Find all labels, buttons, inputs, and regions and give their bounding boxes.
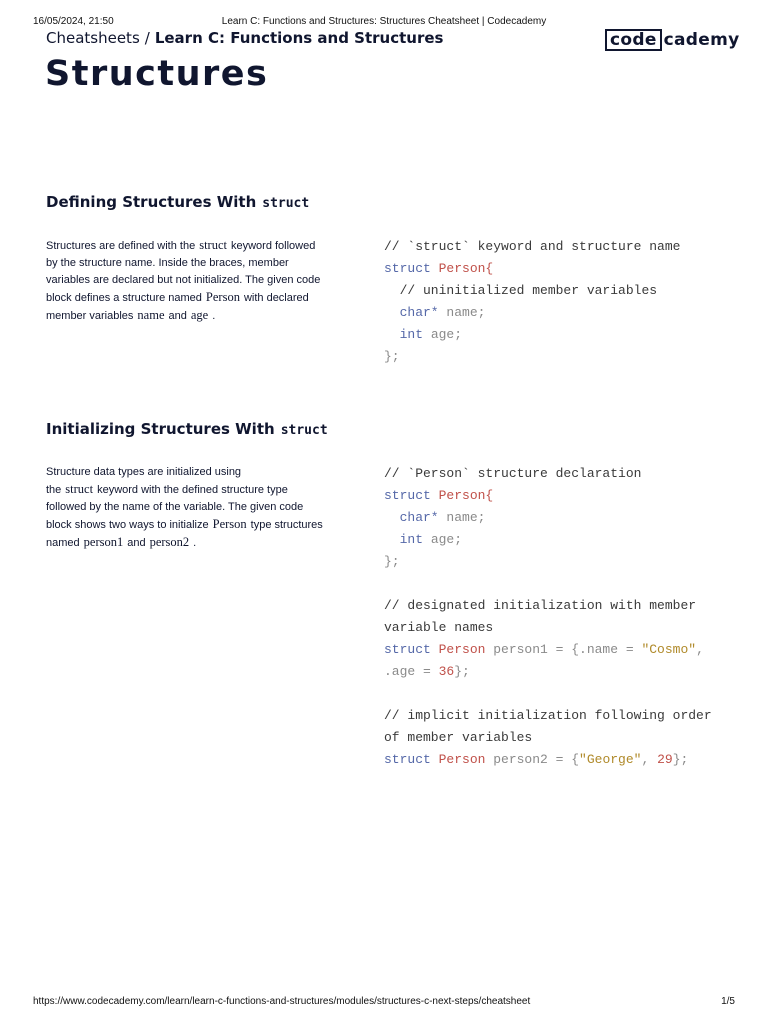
- code-line: [384, 485, 729, 507]
- code-token: person1 = {.name =: [493, 642, 642, 657]
- inline-code: struct: [65, 482, 94, 496]
- section-heading-text: Defining Structures With: [46, 193, 257, 211]
- code-line: [384, 705, 729, 727]
- desc-text: .: [193, 537, 197, 549]
- inline-code: Person: [205, 290, 240, 304]
- code-line: [384, 507, 729, 529]
- code-token: struct: [384, 642, 439, 657]
- desc-text: keyword with the defined structure type followed by the name of the variable. The given code block shows two ways to initialize: [46, 484, 304, 531]
- code-token: Person: [438, 752, 494, 767]
- code-token: 36: [438, 664, 455, 679]
- code-token: "Cosmo": [641, 642, 697, 657]
- code-token: "George": [579, 752, 642, 767]
- desc-text: .: [212, 310, 216, 322]
- code-line: [384, 595, 729, 617]
- code-line: [384, 661, 729, 683]
- code-token: // `struct` keyword and structure name: [384, 239, 681, 254]
- code-token: struct: [384, 261, 439, 276]
- breadcrumb: [46, 29, 443, 47]
- code-token: char*: [384, 510, 439, 525]
- inline-code: age: [190, 308, 209, 322]
- desc-text: Structure data types are initialized using the: [46, 466, 242, 496]
- inline-code: person2: [149, 535, 190, 549]
- desc-text: type structures named: [46, 519, 323, 549]
- section-description-initializing: [46, 464, 326, 552]
- desc-text: keyword followed by the structure name. Inside the braces, member variables are declared but not initialized. The given code block defines a structure named: [46, 240, 321, 304]
- code-token: Person{: [438, 261, 494, 276]
- code-token: age: [423, 532, 455, 547]
- code-line: [384, 749, 729, 771]
- code-line: [384, 236, 729, 258]
- code-token: ;: [454, 532, 463, 547]
- logo-rest-text: cademy: [663, 30, 740, 50]
- codecademy-logo[interactable]: [605, 29, 740, 51]
- code-block-initializing: [384, 463, 729, 771]
- code-token: char*: [384, 305, 439, 320]
- code-token: // `Person` structure declaration: [384, 466, 642, 481]
- code-line: [384, 551, 729, 573]
- code-token: };: [454, 664, 470, 679]
- code-token: };: [672, 752, 689, 767]
- code-block-defining: [384, 236, 729, 368]
- code-token: name: [438, 305, 478, 320]
- code-token: person2 = {: [493, 752, 580, 767]
- code-token: .age =: [384, 664, 439, 679]
- section-description-defining: [46, 237, 326, 325]
- code-line: [384, 639, 729, 661]
- print-page-number: 1/5: [721, 996, 735, 1007]
- inline-code: struct: [199, 238, 227, 252]
- code-token: ;: [477, 305, 486, 320]
- code-line: [384, 463, 729, 485]
- section-heading-code: struct: [280, 423, 328, 438]
- code-line: [384, 683, 729, 705]
- inline-code: Person: [212, 517, 247, 531]
- code-token: variable names: [384, 620, 494, 635]
- breadcrumb-current: Learn C: Functions and Structures: [154, 29, 444, 47]
- code-token: };: [384, 349, 400, 364]
- breadcrumb-root-link[interactable]: Cheatsheets: [46, 29, 140, 47]
- section-heading-text: Initializing Structures With: [46, 420, 275, 438]
- section-heading-code: struct: [262, 196, 310, 211]
- code-token: 29: [657, 752, 673, 767]
- print-date: 16/05/2024, 21:50: [33, 16, 114, 27]
- page-title: Structures: [45, 54, 269, 94]
- code-token: struct: [384, 752, 439, 767]
- code-token: int: [384, 327, 424, 342]
- code-token: ,: [641, 752, 658, 767]
- code-token: // implicit initialization following order: [384, 708, 712, 723]
- print-url: https://www.codecademy.com/learn/learn-c-functions-and-structures/modules/structures-c-next-steps/cheatsheet: [33, 996, 531, 1007]
- code-token: name: [438, 510, 478, 525]
- code-token: Person: [438, 642, 494, 657]
- inline-code: person1: [83, 535, 124, 549]
- code-token: of member variables: [384, 730, 533, 745]
- code-token: struct: [384, 488, 439, 503]
- print-page-title: Learn C: Functions and Structures: Structures Cheatsheet | Codecademy: [221, 16, 547, 27]
- code-token: // uninitialized member variables: [384, 283, 658, 298]
- print-header: [33, 16, 735, 30]
- code-token: int: [384, 532, 424, 547]
- inline-code: name: [137, 308, 165, 322]
- logo-boxed-text: code: [605, 29, 662, 51]
- code-token: ;: [477, 510, 486, 525]
- code-line: [384, 573, 729, 595]
- code-token: // designated initialization with member: [384, 598, 697, 613]
- code-line: [384, 258, 729, 280]
- code-line: [384, 346, 729, 368]
- code-line: [384, 529, 729, 551]
- section-heading-initializing: [46, 420, 328, 438]
- code-line: [384, 727, 729, 749]
- desc-text: Structures are defined with the: [46, 240, 196, 252]
- code-token: Person{: [438, 488, 494, 503]
- desc-text: and: [127, 537, 146, 549]
- code-line: [384, 302, 729, 324]
- desc-text: and: [168, 310, 187, 322]
- code-line: [384, 324, 729, 346]
- desc-text: with declared member variables: [46, 292, 309, 322]
- print-footer: [33, 996, 735, 1010]
- code-token: };: [384, 554, 400, 569]
- code-token: ;: [454, 327, 463, 342]
- breadcrumb-separator: /: [144, 29, 150, 47]
- code-line: [384, 280, 729, 302]
- code-token: ,: [696, 642, 704, 657]
- code-line: [384, 617, 729, 639]
- section-heading-defining: [46, 193, 309, 211]
- code-token: age: [423, 327, 455, 342]
